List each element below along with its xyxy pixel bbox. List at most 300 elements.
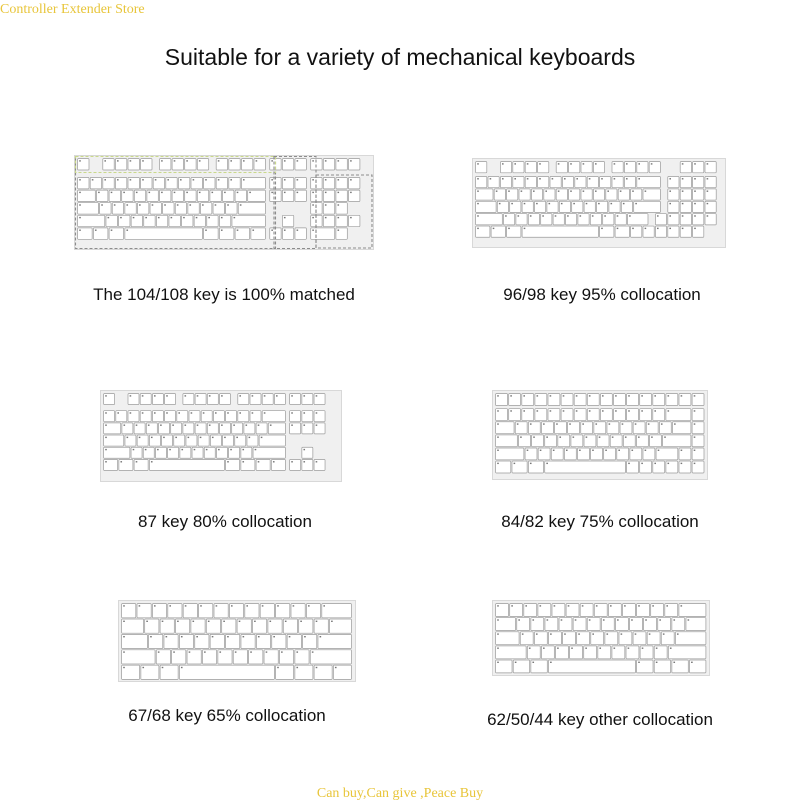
key-legend xyxy=(558,190,560,191)
key-legend xyxy=(632,228,634,229)
key-legend xyxy=(111,230,113,231)
key-legend xyxy=(546,463,548,464)
key-legend xyxy=(155,179,157,180)
key-legend xyxy=(316,424,318,425)
caption-62-key: 62/50/44 key other collocation xyxy=(487,710,713,729)
key-legend xyxy=(615,410,617,411)
key-legend xyxy=(527,163,529,164)
key-legend xyxy=(157,449,159,450)
key xyxy=(262,411,285,422)
key-legend xyxy=(331,621,333,622)
key xyxy=(522,226,598,237)
key-legend xyxy=(350,217,352,218)
key-legend xyxy=(158,217,160,218)
key-legend xyxy=(218,449,220,450)
key-legend xyxy=(142,160,144,161)
key-legend xyxy=(530,215,532,216)
key-legend xyxy=(530,423,532,424)
key-legend xyxy=(193,179,195,180)
key-legend xyxy=(673,619,675,620)
key-legend xyxy=(212,192,214,193)
key-legend xyxy=(239,395,241,396)
key-legend xyxy=(533,190,535,191)
key-legend xyxy=(656,648,658,649)
key-legend xyxy=(580,215,582,216)
key-legend xyxy=(183,217,185,218)
key-legend xyxy=(123,621,125,622)
key-legend xyxy=(136,192,138,193)
key-legend xyxy=(338,217,340,218)
key-legend xyxy=(262,605,264,606)
key-legend xyxy=(139,204,141,205)
key-legend xyxy=(511,605,513,606)
key-legend xyxy=(350,160,352,161)
key-legend xyxy=(196,636,198,637)
key-legend xyxy=(539,163,541,164)
key-legend xyxy=(161,192,163,193)
key-legend xyxy=(681,605,683,606)
key-legend xyxy=(550,633,552,634)
key-legend xyxy=(117,160,119,161)
key-legend xyxy=(641,463,643,464)
key-legend xyxy=(586,203,588,204)
key-legend xyxy=(145,449,147,450)
key-legend xyxy=(497,463,499,464)
key-legend xyxy=(694,178,696,179)
keyboard-87-image xyxy=(100,390,342,482)
key-legend xyxy=(595,163,597,164)
key-legend xyxy=(316,461,318,462)
key-legend xyxy=(230,160,232,161)
key-legend xyxy=(549,203,551,204)
key-legend xyxy=(104,179,106,180)
key-legend xyxy=(270,621,272,622)
key-legend xyxy=(533,436,535,437)
key-legend xyxy=(682,203,684,204)
key-legend xyxy=(303,424,305,425)
caption-67-key: 67/68 key 65% collocation xyxy=(128,706,326,725)
key-legend xyxy=(589,619,591,620)
key-legend xyxy=(566,450,568,451)
key-legend xyxy=(239,412,241,413)
key-legend xyxy=(521,190,523,191)
key-legend xyxy=(296,651,298,652)
key-legend xyxy=(645,450,647,451)
key-legend xyxy=(707,215,709,216)
key-legend xyxy=(204,651,206,652)
key-legend xyxy=(599,648,601,649)
key-legend xyxy=(242,449,244,450)
key-legend xyxy=(525,605,527,606)
key-legend xyxy=(205,230,207,231)
key xyxy=(496,632,519,645)
key-legend xyxy=(235,651,237,652)
key-legend xyxy=(243,636,245,637)
key-legend xyxy=(105,461,107,462)
key-legend xyxy=(221,395,223,396)
key-legend xyxy=(575,619,577,620)
key-legend xyxy=(193,621,195,622)
key-legend xyxy=(547,619,549,620)
key xyxy=(675,632,706,645)
key-legend xyxy=(668,463,670,464)
key-legend xyxy=(208,621,210,622)
key-legend xyxy=(285,621,287,622)
key-legend xyxy=(227,412,229,413)
caption-84-key: 84/82 key 75% collocation xyxy=(501,512,699,531)
key-legend xyxy=(166,636,168,637)
key-legend xyxy=(668,395,670,396)
key-legend xyxy=(599,436,601,437)
key-legend xyxy=(221,424,223,425)
caption-104-key: The 104/108 key is 100% matched xyxy=(93,285,355,304)
key-legend xyxy=(557,648,559,649)
key-legend xyxy=(223,621,225,622)
key-legend xyxy=(186,192,188,193)
key-legend xyxy=(233,424,235,425)
key-legend xyxy=(231,605,233,606)
key-legend xyxy=(499,203,501,204)
key-legend xyxy=(202,204,204,205)
key-legend xyxy=(174,192,176,193)
key-legend xyxy=(497,633,499,634)
key-legend xyxy=(133,449,135,450)
key-legend xyxy=(617,228,619,229)
key-legend xyxy=(296,667,298,668)
key-legend xyxy=(205,179,207,180)
key xyxy=(322,604,352,618)
key-legend xyxy=(497,410,499,411)
key-legend xyxy=(505,215,507,216)
keyboard-104-image xyxy=(74,155,374,250)
key-legend xyxy=(670,648,672,649)
key-legend xyxy=(308,605,310,606)
key-legend xyxy=(550,395,552,396)
keyboard-62-image xyxy=(492,600,710,676)
key-legend xyxy=(589,178,591,179)
key-legend xyxy=(518,619,520,620)
key-legend xyxy=(312,179,314,180)
key-legend xyxy=(530,463,532,464)
key-legend xyxy=(191,412,193,413)
key-legend xyxy=(114,204,116,205)
key-legend xyxy=(568,605,570,606)
key-legend xyxy=(592,450,594,451)
key-legend xyxy=(664,436,666,437)
key-legend xyxy=(661,423,663,424)
key-legend xyxy=(291,395,293,396)
key-legend xyxy=(707,203,709,204)
key-legend xyxy=(694,436,696,437)
key-legend xyxy=(543,423,545,424)
key-legend xyxy=(270,424,272,425)
key-legend xyxy=(92,179,94,180)
key-legend xyxy=(172,424,174,425)
key-legend xyxy=(694,203,696,204)
key-legend xyxy=(598,203,600,204)
key-legend xyxy=(518,215,520,216)
key-legend xyxy=(261,437,263,438)
key-legend xyxy=(532,662,534,663)
key-legend xyxy=(239,621,241,622)
key-legend xyxy=(127,437,129,438)
key-legend xyxy=(601,178,603,179)
key-legend xyxy=(573,203,575,204)
key-legend xyxy=(124,424,126,425)
key-legend xyxy=(230,449,232,450)
key-legend xyxy=(175,437,177,438)
key xyxy=(476,214,503,225)
key-legend xyxy=(542,215,544,216)
key xyxy=(253,447,285,458)
key-legend xyxy=(325,192,327,193)
key-legend xyxy=(502,178,504,179)
key-legend xyxy=(617,619,619,620)
key-legend xyxy=(615,395,617,396)
key-legend xyxy=(177,204,179,205)
key-legend xyxy=(284,217,286,218)
key xyxy=(125,228,203,239)
key-legend xyxy=(264,412,266,413)
key-legend xyxy=(249,437,251,438)
key-legend xyxy=(497,662,499,663)
keyboard-84-image xyxy=(492,390,708,480)
key-legend xyxy=(605,450,607,451)
key xyxy=(318,634,351,648)
key-legend xyxy=(95,230,97,231)
key-legend xyxy=(628,410,630,411)
key-legend xyxy=(641,395,643,396)
key-legend xyxy=(681,450,683,451)
key-legend xyxy=(496,190,498,191)
key-legend xyxy=(635,633,637,634)
key-legend xyxy=(304,636,306,637)
key-legend xyxy=(281,651,283,652)
key-legend xyxy=(212,636,214,637)
key-legend xyxy=(237,230,239,231)
key-legend xyxy=(628,648,630,649)
key-legend xyxy=(645,619,647,620)
key-legend xyxy=(271,160,273,161)
key-legend xyxy=(303,395,305,396)
key-legend xyxy=(120,217,122,218)
key-legend xyxy=(197,395,199,396)
key-legend xyxy=(188,437,190,438)
key-legend xyxy=(589,395,591,396)
key-legend xyxy=(293,605,295,606)
key-legend xyxy=(166,412,168,413)
key-legend xyxy=(604,215,606,216)
key-legend xyxy=(563,410,565,411)
key-legend xyxy=(126,230,128,231)
key-legend xyxy=(139,437,141,438)
key-legend xyxy=(117,412,119,413)
key-legend xyxy=(258,636,260,637)
key-legend xyxy=(682,215,684,216)
key-legend xyxy=(536,633,538,634)
key xyxy=(238,203,265,214)
key-legend xyxy=(273,636,275,637)
key-legend xyxy=(614,163,616,164)
key-legend xyxy=(108,217,110,218)
key-legend xyxy=(79,179,81,180)
key-legend xyxy=(532,619,534,620)
key-legend xyxy=(227,461,229,462)
key-legend xyxy=(654,410,656,411)
key xyxy=(259,435,285,446)
key-legend xyxy=(611,203,613,204)
key-legend xyxy=(707,178,709,179)
key-legend xyxy=(622,423,624,424)
key-legend xyxy=(316,412,318,413)
key-legend xyxy=(677,633,679,634)
key-legend xyxy=(325,204,327,205)
key-legend xyxy=(350,192,352,193)
key-legend xyxy=(623,203,625,204)
key-legend xyxy=(601,228,603,229)
key-legend xyxy=(645,190,647,191)
key-legend xyxy=(645,228,647,229)
key-legend xyxy=(540,450,542,451)
key-legend xyxy=(515,662,517,663)
key-legend xyxy=(284,230,286,231)
key-legend xyxy=(638,662,640,663)
key-legend xyxy=(167,179,169,180)
key-legend xyxy=(681,395,683,396)
key-legend xyxy=(249,192,251,193)
key-legend xyxy=(130,179,132,180)
key-legend xyxy=(271,179,273,180)
key-legend xyxy=(271,192,273,193)
key-legend xyxy=(164,204,166,205)
key-legend xyxy=(682,178,684,179)
key xyxy=(637,176,661,187)
key-legend xyxy=(186,160,188,161)
key-legend xyxy=(79,230,81,231)
key-legend xyxy=(477,228,479,229)
keyboard-96-image xyxy=(472,158,726,248)
key-legend xyxy=(651,436,653,437)
key-legend xyxy=(517,423,519,424)
key-legend xyxy=(252,230,254,231)
key-legend xyxy=(101,204,103,205)
key-legend xyxy=(589,410,591,411)
key-legend xyxy=(152,204,154,205)
key-legend xyxy=(218,160,220,161)
key-legend xyxy=(529,648,531,649)
key-legend xyxy=(105,395,107,396)
key-legend xyxy=(111,192,113,193)
key-legend xyxy=(586,436,588,437)
key-legend xyxy=(215,412,217,413)
key-legend xyxy=(694,190,696,191)
key-legend xyxy=(297,179,299,180)
key-legend xyxy=(550,410,552,411)
key-legend xyxy=(277,667,279,668)
key xyxy=(656,448,678,460)
key-legend xyxy=(312,192,314,193)
key-legend xyxy=(325,179,327,180)
key-legend xyxy=(284,160,286,161)
key-legend xyxy=(638,436,640,437)
key-legend xyxy=(297,230,299,231)
key-legend xyxy=(669,203,671,204)
key-legend xyxy=(614,648,616,649)
key-legend xyxy=(197,424,199,425)
key-legend xyxy=(609,423,611,424)
key-legend xyxy=(520,436,522,437)
key xyxy=(104,447,130,458)
key-legend xyxy=(79,217,81,218)
key-legend xyxy=(497,436,499,437)
key xyxy=(634,201,661,212)
page-title: Suitable for a variety of mechanical keyboards xyxy=(164,44,636,70)
key-legend xyxy=(254,621,256,622)
key-legend xyxy=(169,605,171,606)
key-legend xyxy=(524,228,526,229)
key-legend xyxy=(654,395,656,396)
key-legend xyxy=(576,410,578,411)
key-legend xyxy=(316,621,318,622)
key-legend xyxy=(240,204,242,205)
key xyxy=(232,215,265,226)
key-legend xyxy=(612,436,614,437)
key-legend xyxy=(323,605,325,606)
key xyxy=(666,409,691,421)
key-legend xyxy=(149,192,151,193)
key-legend xyxy=(540,605,542,606)
key-legend xyxy=(325,217,327,218)
key-legend xyxy=(163,437,165,438)
key-legend xyxy=(694,228,696,229)
key-legend xyxy=(537,395,539,396)
key-legend xyxy=(105,449,107,450)
key xyxy=(241,178,265,189)
key-legend xyxy=(607,190,609,191)
key-legend xyxy=(162,621,164,622)
key-legend xyxy=(602,395,604,396)
key xyxy=(679,604,706,617)
keyboard-67-image xyxy=(118,600,356,682)
key-legend xyxy=(477,215,479,216)
key-legend xyxy=(146,621,148,622)
key-legend xyxy=(230,179,232,180)
key-legend xyxy=(312,217,314,218)
key-legend xyxy=(221,217,223,218)
key-legend xyxy=(524,203,526,204)
key xyxy=(663,435,691,447)
key-legend xyxy=(694,410,696,411)
key-legend xyxy=(312,651,314,652)
key-legend xyxy=(291,412,293,413)
key-legend xyxy=(130,412,132,413)
key xyxy=(496,435,518,447)
key-legend xyxy=(510,395,512,396)
key-legend xyxy=(133,217,135,218)
key-legend xyxy=(123,651,125,652)
key-legend xyxy=(297,160,299,161)
key-legend xyxy=(579,450,581,451)
key-legend xyxy=(338,179,340,180)
key-legend xyxy=(227,636,229,637)
key-legend xyxy=(123,636,125,637)
key-legend xyxy=(682,228,684,229)
key-legend xyxy=(209,424,211,425)
key-legend xyxy=(242,461,244,462)
key-legend xyxy=(681,463,683,464)
key-legend xyxy=(537,410,539,411)
key xyxy=(668,646,706,659)
